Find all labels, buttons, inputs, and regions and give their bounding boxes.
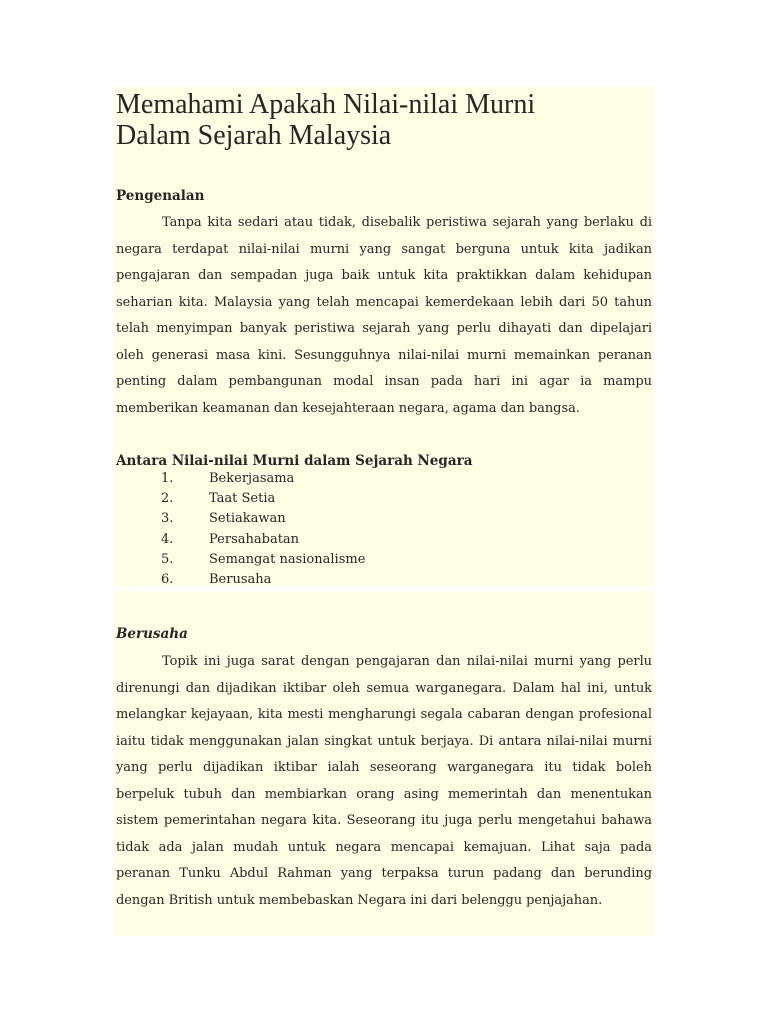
- intro-heading: Pengenalan: [116, 188, 205, 204]
- list-item-label: Persahabatan: [209, 531, 300, 547]
- list-item-number: 6.: [161, 571, 174, 587]
- list-item: [116, 570, 516, 590]
- values-heading: Antara Nilai-nilai Murni dalam Sejarah Negara: [116, 453, 473, 469]
- berusaha-heading: Berusaha: [116, 626, 188, 642]
- berusaha-paragraph: Topik ini juga sarat dengan pengajaran dan nilai-nilai murni yang perlu direnungi dan dijadikan iktibar oleh semua warganegara. Dalam hal ini, untuk melangkar kejayaan, kita mesti mengharungi segala cabaran dengan profesional iaitu tidak menggunakan jalan singkat untuk berjaya. Di antara nilai-nilai murni yang perlu dijadikan iktibar ialah seseorang warganegara itu tidak boleh berpeluk tubuh dan membiarkan orang asing memerintah dan menentukan sistem pemerintahan negara kita. Seseorang itu juga perlu mengetahui bahawa tidak ada jalan mudah untuk negara mencapai kemajuan. Lihat saja pada peranan Tunku Abdul Rahman yang terpaksa turun padang dan berunding dengan British untuk membebaskan Negara ini dari belenggu penjajahan.: [116, 654, 652, 908]
- list-item-number: 1.: [161, 471, 174, 486]
- list-item-number: 3.: [161, 511, 174, 527]
- list-item-label: Bekerjasama: [209, 471, 295, 486]
- list-item: [116, 550, 516, 570]
- list-item-label: Semangat nasionalisme: [209, 551, 366, 567]
- list-item: [116, 469, 516, 489]
- list-item: [116, 530, 516, 550]
- list-item: [116, 509, 516, 529]
- list-item-number: 2.: [161, 491, 174, 507]
- document-title: [116, 89, 656, 151]
- title-line-1: Memahami Apakah Nilai-nilai Murni: [116, 89, 536, 120]
- list-item-number: 5.: [161, 551, 174, 567]
- list-item-number: 4.: [161, 531, 174, 547]
- list-item-label: Berusaha: [209, 571, 272, 587]
- values-list: [116, 469, 516, 590]
- list-item-label: Taat Setia: [209, 491, 276, 507]
- title-line-2: Dalam Sejarah Malaysia: [116, 120, 392, 151]
- list-item-label: Setiakawan: [209, 511, 286, 527]
- intro-paragraph: Tanpa kita sedari atau tidak, disebalik peristiwa sejarah yang berlaku di negara terdapat nilai-nilai murni yang sangat berguna untuk kita jadikan pengajaran dan sempadan juga baik untuk kita praktikkan dalam kehidupan seharian kita. Malaysia yang telah mencapai kemerdekaan lebih dari 50 tahun telah menyimpan banyak peristiwa sejarah yang perlu dihayati dan dipelajari oleh generasi masa kini. Sesungguhnya nilai-nilai murni memainkan peranan penting dalam pembangunan modal insan pada hari ini agar ia mampu memberikan keamanan dan kesejahteraan negara, agama dan bangsa.: [116, 215, 652, 416]
- list-item: [116, 489, 516, 509]
